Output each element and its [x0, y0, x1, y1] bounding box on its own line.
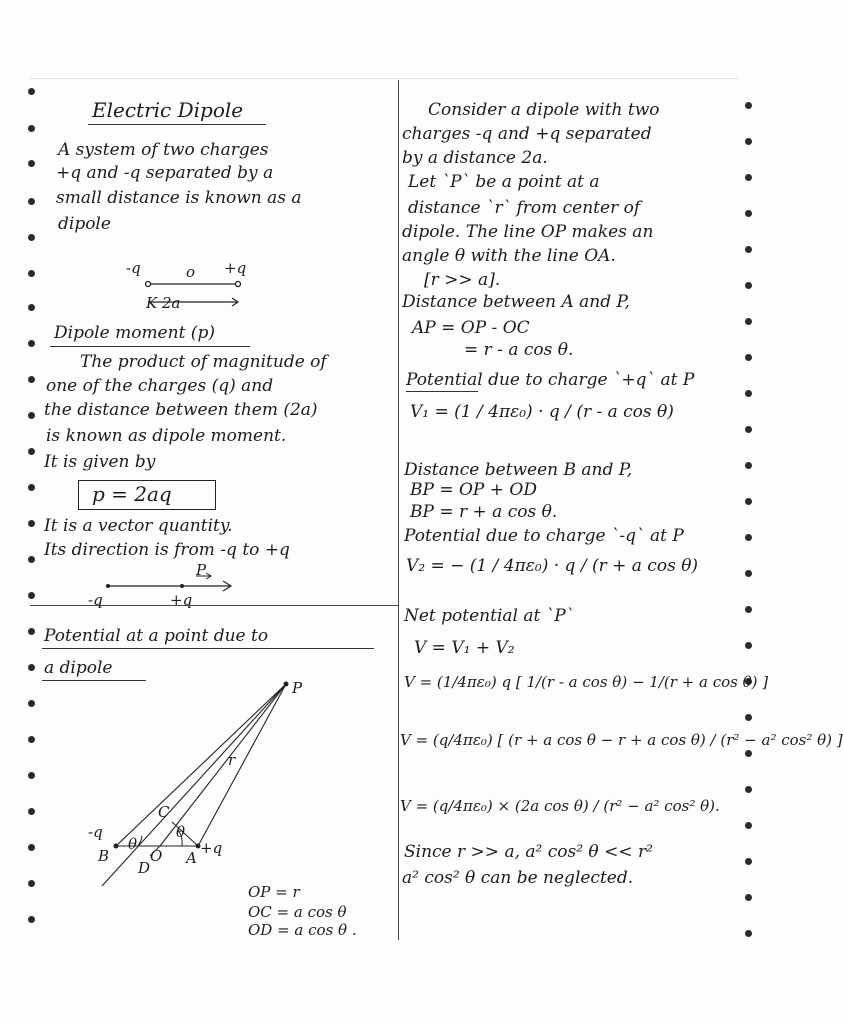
- point-d-label: D: [138, 859, 151, 877]
- center-label: o: [186, 263, 196, 281]
- moment-heading-underline: [50, 346, 250, 347]
- math-line: BP = OP + OD: [410, 480, 537, 500]
- text-line: charges -q and +q separated: [402, 124, 652, 144]
- text-line: Distance between B and P,: [404, 460, 633, 480]
- pos-charge-label: +q: [224, 259, 247, 277]
- neg-charge-label: -q: [88, 591, 103, 609]
- potential-heading: a dipole: [44, 658, 113, 678]
- p-vector-label: P: [196, 561, 207, 579]
- hole-icon: [28, 916, 35, 923]
- text-line: Consider a dipole with two: [428, 100, 660, 120]
- hole-icon: [745, 498, 752, 505]
- hole-icon: [745, 102, 752, 109]
- moment-line: one of the charges (q) and: [46, 376, 274, 396]
- text-line: [r >> a].: [424, 270, 501, 290]
- hole-icon: [28, 448, 35, 455]
- hole-icon: [28, 520, 35, 527]
- point-a-label: A: [186, 849, 197, 867]
- column-divider: [398, 80, 399, 940]
- hole-icon: [745, 354, 752, 361]
- hole-icon: [28, 628, 35, 635]
- hole-icon: [28, 304, 35, 311]
- page-title: Electric Dipole: [92, 98, 244, 122]
- hole-icon: [745, 642, 752, 649]
- given-by-line: It is given by: [44, 452, 156, 472]
- text-line: distance `r` from center of: [408, 198, 641, 218]
- vector-line: Its direction is from -q to +q: [44, 540, 290, 560]
- hole-icon: [745, 426, 752, 433]
- hole-icon: [745, 174, 752, 181]
- moment-line: is known as dipole moment.: [46, 426, 287, 446]
- math-line: AP = OP - OC: [412, 318, 530, 338]
- hole-icon: [28, 160, 35, 167]
- point-b-label: B: [98, 847, 110, 865]
- page-top-rule: [30, 78, 738, 79]
- hole-icon: [28, 700, 35, 707]
- heading-underline: [406, 391, 478, 392]
- equation-v-bracket: V = (1/4πε₀) q [ 1/(r - a cos θ) − 1/(r + a cos θ) ]: [404, 673, 769, 691]
- equation-v1: V₁ = (1 / 4πε₀) · q / (r - a cos θ): [410, 402, 674, 422]
- moment-line: the distance between them (2a): [44, 400, 318, 420]
- text-line: Let `P` be a point at a: [408, 172, 600, 192]
- hole-icon: [745, 534, 752, 541]
- hole-icon: [28, 556, 35, 563]
- hole-icon: [28, 270, 35, 277]
- hole-icon: [745, 894, 752, 901]
- neg-charge-label: -q: [126, 259, 141, 277]
- point-o-label: O: [150, 847, 163, 865]
- intro-line: dipole: [58, 214, 111, 234]
- hole-icon: [745, 786, 752, 793]
- dipole-moment-formula: p = 2aq: [92, 482, 172, 506]
- hole-icon: [28, 234, 35, 241]
- angle-theta-b: θ: [128, 835, 138, 853]
- relation-line: OC = a cos θ: [248, 903, 347, 921]
- separation-label: K 2a: [146, 294, 181, 312]
- math-line: BP = r + a cos θ.: [410, 502, 558, 522]
- equation-v-simplified: V = (q/4πε₀) × (2a cos θ) / (r² − a² cos² θ).: [400, 797, 720, 815]
- neg-charge-label: -q: [88, 823, 103, 841]
- hole-icon: [28, 125, 35, 132]
- intro-line: small distance is known as a: [56, 188, 302, 208]
- pos-charge-label: +q: [170, 591, 193, 609]
- hole-icon: [28, 880, 35, 887]
- angle-theta-a: θ: [176, 823, 186, 841]
- hole-icon: [28, 592, 35, 599]
- text-line: Potential due to charge `-q` at P: [404, 526, 684, 546]
- equation-v2: V₂ = − (1 / 4πε₀) · q / (r + a cos θ): [406, 556, 699, 576]
- text-line: Since r >> a, a² cos² θ << r²: [404, 842, 653, 862]
- relation-line: OP = r: [248, 883, 300, 901]
- moment-heading: Dipole moment (p): [54, 323, 215, 343]
- hole-icon: [28, 664, 35, 671]
- text-line: a² cos² θ can be neglected.: [402, 868, 634, 888]
- potential-heading: Potential at a point due to: [44, 626, 269, 646]
- moment-line: The product of magnitude of: [80, 352, 327, 372]
- pos-charge-label: +q: [200, 839, 223, 857]
- text-line: Net potential at `P`: [404, 606, 575, 626]
- hole-icon: [28, 198, 35, 205]
- hole-icon: [28, 412, 35, 419]
- hole-icon: [745, 930, 752, 937]
- intro-line: +q and -q separated by a: [56, 163, 274, 183]
- hole-icon: [745, 246, 752, 253]
- text-line: Distance between A and P,: [402, 292, 630, 312]
- hole-icon: [28, 88, 35, 95]
- hole-icon: [745, 714, 752, 721]
- point-c-label: C: [158, 803, 170, 821]
- text-line: Potential due to charge `+q` at P: [406, 370, 695, 390]
- hole-icon: [28, 844, 35, 851]
- hole-icon: [28, 340, 35, 347]
- hole-icon: [745, 210, 752, 217]
- hole-icon: [745, 750, 752, 757]
- distance-r-label: r: [228, 751, 236, 769]
- hole-icon: [28, 736, 35, 743]
- math-line: V = V₁ + V₂: [414, 638, 515, 658]
- hole-icon: [745, 318, 752, 325]
- hole-icon: [745, 606, 752, 613]
- hole-icon: [28, 484, 35, 491]
- hole-icon: [745, 462, 752, 469]
- hole-icon: [745, 390, 752, 397]
- relation-line: OD = a cos θ .: [248, 921, 357, 939]
- hole-icon: [745, 570, 752, 577]
- text-line: dipole. The line OP makes an: [402, 222, 654, 242]
- vector-line: It is a vector quantity.: [44, 516, 233, 536]
- hole-icon: [745, 822, 752, 829]
- equation-v-combined: V = (q/4πε₀) [ (r + a cos θ − r + a cos θ) / (r² − a² cos² θ) ]: [400, 731, 843, 749]
- point-p-label: P: [292, 679, 303, 697]
- hole-icon: [28, 772, 35, 779]
- hole-icon: [745, 858, 752, 865]
- hole-icon: [745, 282, 752, 289]
- text-line: angle θ with the line OA.: [402, 246, 616, 266]
- intro-line: A system of two charges: [58, 140, 269, 160]
- potential-heading-underline: [42, 648, 374, 649]
- title-underline: [88, 124, 266, 125]
- text-line: by a distance 2a.: [402, 148, 548, 168]
- math-line: = r - a cos θ.: [464, 340, 574, 360]
- hole-icon: [28, 376, 35, 383]
- hole-icon: [745, 138, 752, 145]
- hole-icon: [28, 808, 35, 815]
